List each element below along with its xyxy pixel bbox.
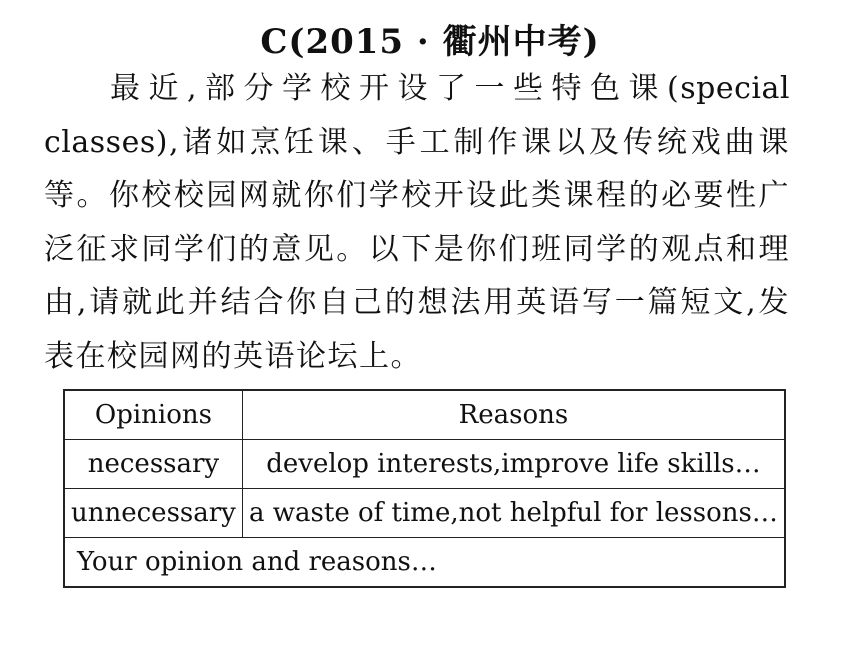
table-row bbox=[64, 489, 785, 538]
prompt-english-term: special classes bbox=[44, 71, 790, 160]
header-opinions: Opinions bbox=[64, 390, 242, 440]
reason-cell: a waste of time,not helpful for lessons… bbox=[242, 489, 785, 538]
prompt-text-1: 最近,部分学校开设了一些特色课( bbox=[110, 71, 681, 106]
opinion-cell: unnecessary bbox=[64, 489, 242, 538]
prompt-text-2: ),诸如烹饪课、手工制作课以及传统戏曲课等。你校校园网就你们学校开设此类课程的必要性广泛征求同学们的意见。以下是你们班同学的观点和理由,请就此并结合你自己的想法用英语写一篇短文,发表在校园网的英语论坛上。 bbox=[44, 124, 790, 374]
your-opinion-cell: Your opinion and reasons… bbox=[64, 538, 785, 588]
table-row bbox=[64, 440, 785, 489]
header-reasons: Reasons bbox=[242, 390, 785, 440]
opinion-cell: necessary bbox=[64, 440, 242, 489]
exercise-heading: C(2015 · 衢州中考) bbox=[260, 22, 600, 62]
reason-cell: develop interests,improve life skills… bbox=[242, 440, 785, 489]
prompt-paragraph bbox=[44, 62, 790, 383]
table-footer-row bbox=[64, 538, 785, 588]
table-header-row bbox=[64, 390, 785, 440]
opinions-table bbox=[63, 389, 786, 588]
